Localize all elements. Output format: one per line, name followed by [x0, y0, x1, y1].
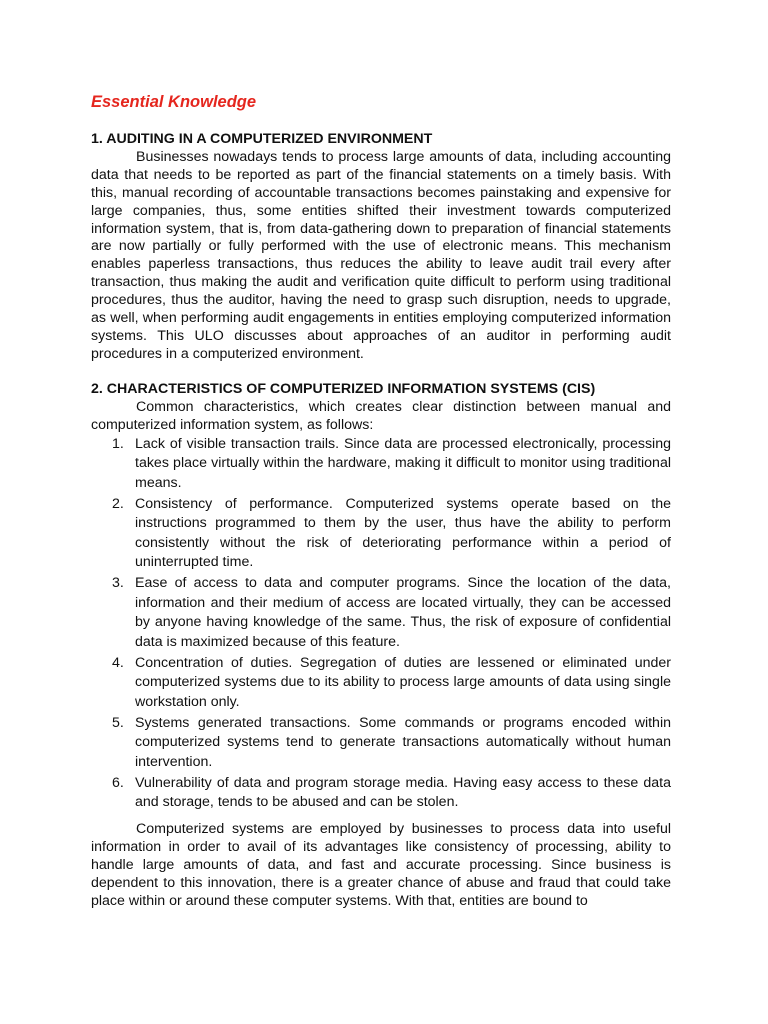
list-item-number: 2. — [112, 495, 124, 512]
list-item — [91, 574, 671, 652]
closing-paragraph: Computerized systems are employed by businesses to process data into useful information in order to avail of its advantages like consistency of processing, ability to handle large amounts of data, and fast and accurate processing. Since business is dependent to this innovation, there is a greater chance of abuse and fraud that could take place within or around these computer systems. With that, entities are bound to — [91, 821, 671, 909]
list-item — [91, 435, 671, 494]
section-spacer — [91, 364, 671, 381]
list-item — [91, 714, 671, 773]
document-title: Essential Knowledge — [91, 93, 257, 111]
paragraph-spacer — [91, 814, 671, 821]
list-item-number: 3. — [112, 575, 124, 591]
list-item-text: Lack of visible transaction trails. Since data are processed electronically, processing takes place virtually within the hardware, making it difficult to monitor using traditional means. — [135, 435, 671, 491]
list-item-text: Concentration of duties. Segregation of duties are lessened or eliminated under computerized systems due to its ability to process large amounts of data using single workstation only. — [135, 654, 671, 710]
list-item — [91, 774, 671, 813]
list-item — [91, 654, 671, 713]
list-item-text: Systems generated transactions. Some commands or programs encoded within computerized systems tend to generate transactions automatically without human intervention. — [135, 714, 671, 770]
list-item-number: 6. — [112, 774, 124, 791]
characteristics-list — [91, 435, 671, 813]
section-1-paragraph: Businesses nowadays tends to process large amounts of data, including accounting data that needs to be reported as part of the financial statements on a timely basis. With this, manual recording of accountable transactions becomes painstaking and expensive for large companies, thus, some entities shifted their investment towards computerized information system, that is, from data-gathering down to preparation of financial statements are now partially or fully performed with the use of electronic means. This mechanism enables paperless transactions, thus reduces the ability to leave audit trail every after transaction, thus making the audit and verification quite difficult to perform using traditional procedures, thus the auditor, having the need to grasp such disruption, needs to upgrade, as well, when performing audit engagements in entities employing computerized information systems. This ULO discusses about approaches of an auditor in performing audit procedures in a computerized environment. — [91, 148, 671, 362]
list-item-text: Consistency of performance. Computerized systems operate based on the instructions programmed to them by the user, thus have the ability to perform consistently without the risk of deteriorating performance within a period of uninterrupted time. — [135, 495, 671, 570]
document-page — [91, 92, 671, 911]
section-2-heading: 2. CHARACTERISTICS OF COMPUTERIZED INFORMATION SYSTEMS (CIS) — [91, 380, 596, 397]
section-2-intro: Common characteristics, which creates clear distinction between manual and computerized information system, as follows: — [91, 398, 671, 433]
section-1-heading: 1. AUDITING IN A COMPUTERIZED ENVIRONMENT — [91, 131, 433, 147]
list-item-number: 5. — [112, 714, 124, 731]
list-item-number: 4. — [112, 654, 124, 671]
list-item — [91, 495, 671, 573]
list-item-text: Ease of access to data and computer programs. Since the location of the data, information and their medium of access are located virtually, they can be accessed by anyone having knowledge of the same. Thus, the risk of exposure of confidential data is maximized because of this feature. — [135, 575, 671, 650]
list-item-number: 1. — [112, 435, 124, 452]
list-item-text: Vulnerability of data and program storage media. Having easy access to these data and storage, tends to be abused and can be stolen. — [135, 774, 671, 810]
